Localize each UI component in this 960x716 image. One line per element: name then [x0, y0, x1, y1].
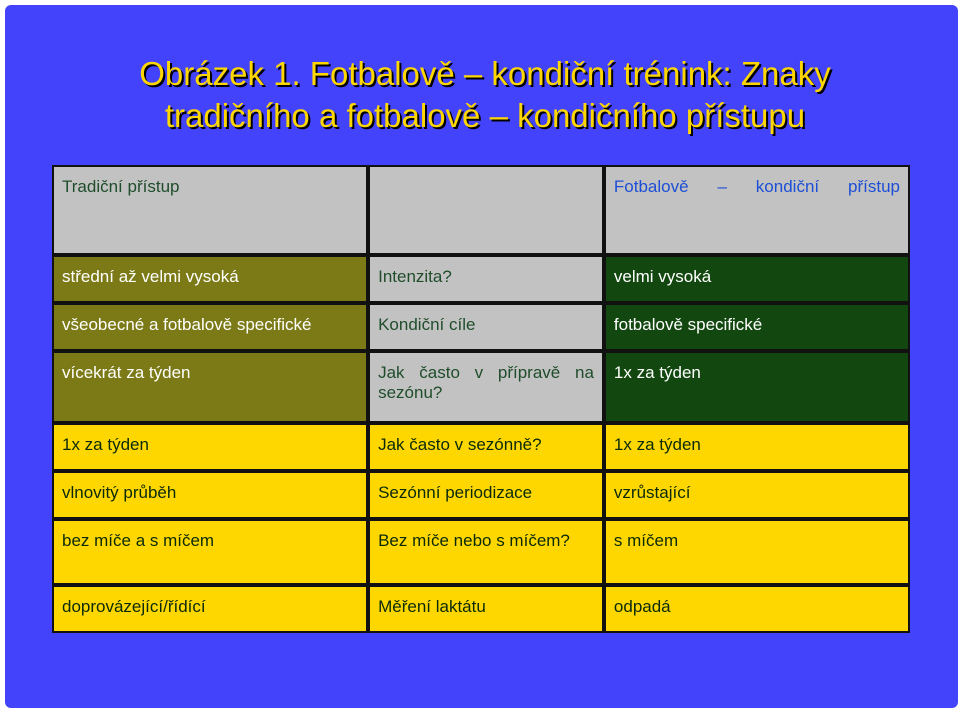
header-middle	[368, 165, 604, 255]
cell-criterion: Jak často v sezónně?	[368, 423, 604, 471]
cell-football: 1x za týden	[604, 423, 910, 471]
cell-football: odpadá	[604, 585, 910, 633]
slide-title	[5, 53, 958, 137]
title-line-1: Obrázek 1. Fotbalově – kondiční trénink: Znaky	[139, 55, 831, 92]
cell-traditional: vícekrát za týden	[52, 351, 368, 423]
cell-traditional: 1x za týden	[52, 423, 368, 471]
cell-football: 1x za týden	[604, 351, 910, 423]
comparison-table	[52, 165, 910, 633]
table-row	[52, 255, 910, 303]
cell-traditional: bez míče a s míčem	[52, 519, 368, 585]
cell-football: velmi vysoká	[604, 255, 910, 303]
table-row	[52, 471, 910, 519]
table-header-row	[52, 165, 910, 255]
header-football-conditioning: Fotbalově – kondiční přístup	[604, 165, 910, 255]
table-row	[52, 423, 910, 471]
table-row	[52, 585, 910, 633]
cell-criterion: Kondiční cíle	[368, 303, 604, 351]
title-line-2: tradičního a fotbalově – kondičního přístupu	[164, 97, 806, 134]
table-row	[52, 351, 910, 423]
table-row	[52, 519, 910, 585]
cell-criterion: Sezónní periodizace	[368, 471, 604, 519]
cell-football: s míčem	[604, 519, 910, 585]
cell-criterion: Intenzita?	[368, 255, 604, 303]
cell-traditional: vlnovitý průběh	[52, 471, 368, 519]
header-traditional: Tradiční přístup	[52, 165, 368, 255]
cell-criterion: Jak často v přípravě na sezónu?	[368, 351, 604, 423]
cell-traditional: všeobecné a fotbalově specifické	[52, 303, 368, 351]
cell-football: fotbalově specifické	[604, 303, 910, 351]
cell-football: vzrůstající	[604, 471, 910, 519]
cell-traditional: doprovázející/řídící	[52, 585, 368, 633]
cell-criterion: Měření laktátu	[368, 585, 604, 633]
cell-criterion: Bez míče nebo s míčem?	[368, 519, 604, 585]
table-row	[52, 303, 910, 351]
cell-traditional: střední až velmi vysoká	[52, 255, 368, 303]
